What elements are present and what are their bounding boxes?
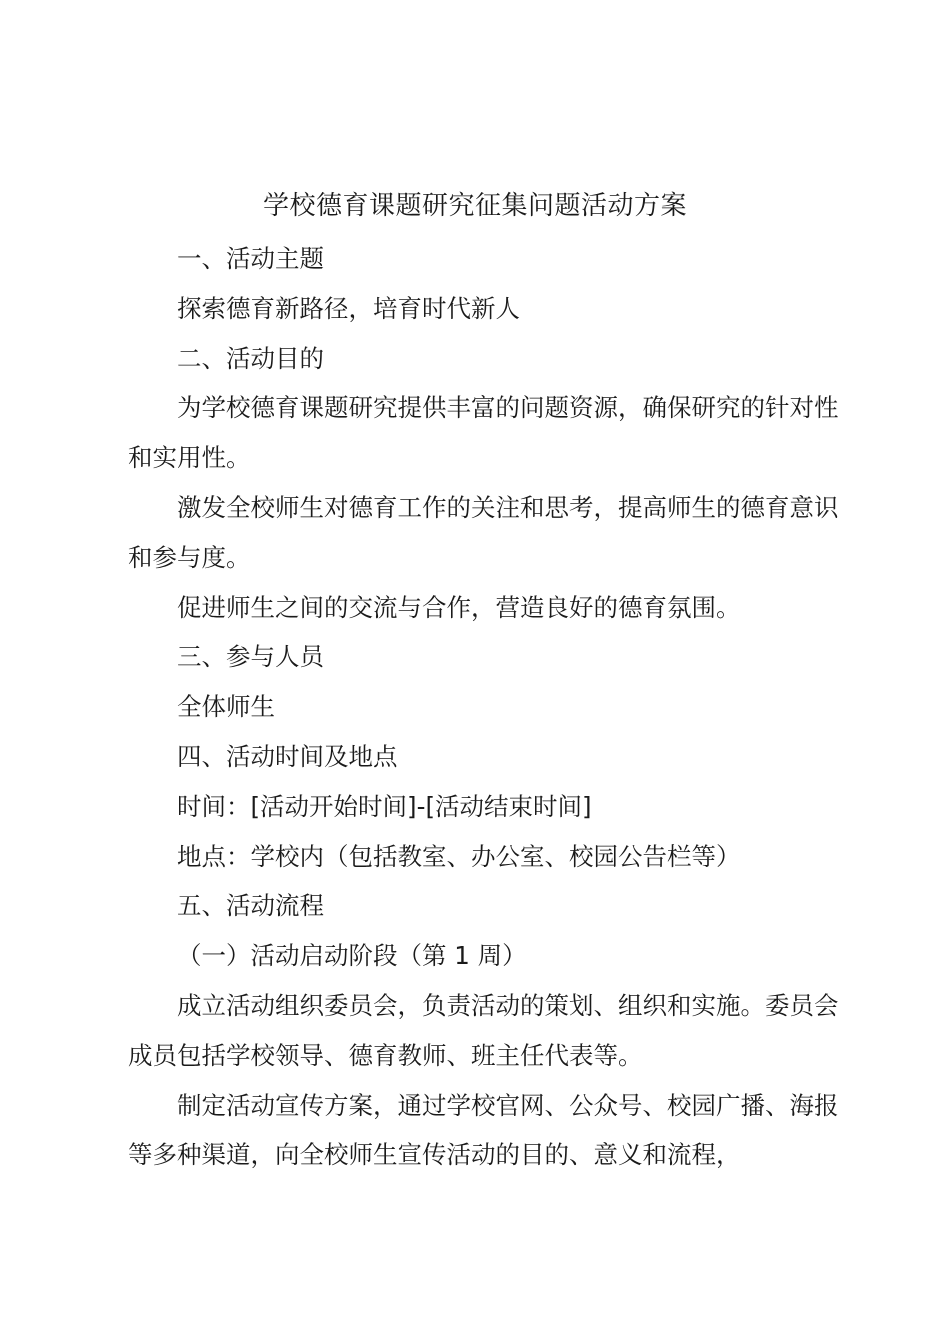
section-heading-theme: 一、活动主题 <box>177 244 324 273</box>
document-body <box>128 234 848 1180</box>
section-heading-time-place: 四、活动时间及地点 <box>177 741 398 771</box>
paragraph-purpose-1: 为学校德育课题研究提供丰富的问题资源，确保研究的针对性和实用性。 <box>128 393 839 473</box>
section-heading-purpose: 二、活动目的 <box>177 343 324 373</box>
paragraph-purpose-3: 促进师生之间的交流与合作，营造良好的德育氛围。 <box>177 592 741 622</box>
subsection-heading-launch: （一）活动启动阶段（第 1 周） <box>177 941 527 971</box>
section-heading-process: 五、活动流程 <box>177 891 324 921</box>
paragraph-theme: 探索德育新路径，培育时代新人 <box>177 293 520 323</box>
paragraph-purpose-2: 激发全校师生对德育工作的关注和思考，提高师生的德育意识和参与度。 <box>128 492 839 572</box>
paragraph-launch-1: 成立活动组织委员会，负责活动的策划、组织和实施。委员会成员包括学校领导、德育教师、班主任代表等。 <box>128 990 839 1070</box>
paragraph-place: 地点：学校内（包括教室、办公室、校园公告栏等） <box>177 841 741 871</box>
paragraph-participants: 全体师生 <box>177 692 275 722</box>
document-title: 学校德育课题研究征集问题活动方案 <box>262 191 687 221</box>
paragraph-time: 时间：[活动开始时间]-[活动结束时间] <box>177 791 592 821</box>
section-heading-participants: 三、参与人员 <box>177 642 324 672</box>
paragraph-launch-2: 制定活动宣传方案，通过学校官网、公众号、校园广播、海报等多种渠道，向全校师生宣传活动的目的、意义和流程， <box>128 1090 839 1170</box>
